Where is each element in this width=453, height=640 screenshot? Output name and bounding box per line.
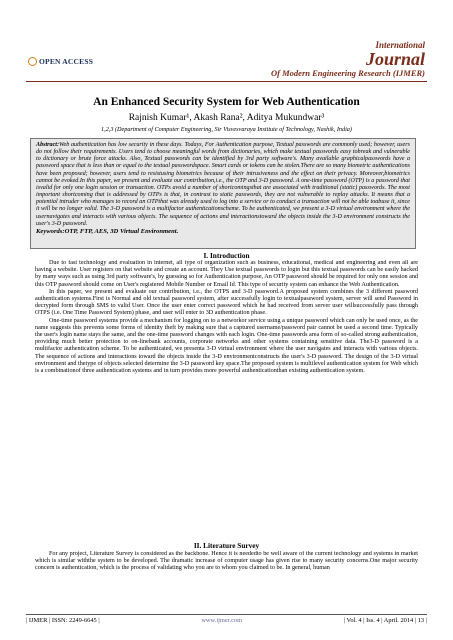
paper-authors: Rajnish Kumar¹, Akash Rana², Aditya Mukundwar³: [128, 113, 325, 123]
header-divider: [26, 81, 427, 82]
journal-name-line3: Of Modern Engineering Research (IJMER): [271, 68, 425, 78]
keywords-label: Keywords:: [36, 227, 65, 235]
intro-paragraph-2: In this paper, we present and evaluate our contribution, i.e., the OTPS and 3-D password.A proposed system combines the 3 different password authentication systems.First is Normal and old textual password system, after successfully login to textualpassword system, server will send Password in decrypted form through SMS to valid User. Once the user enter correct password which he had received from server user willsuccessfully pass through OTPS (i.e. One Time Password System) phase, and user will enter to 3D authentication phase.: [35, 288, 418, 317]
keywords-text: OTP, FTP, AES, 3D Virtual Environment.: [64, 227, 179, 235]
section-heading-literature-survey: II. Literature Survey: [193, 541, 260, 550]
lit-paragraph-1: For any project, Literature Survey is considered as the backbone. Hence it is neededto be well aware of the current technology and systems in market which is similar withthe system to be developed. The dramatic increase of computer usage has given rise to many security concerns.One major security concern is authentication, which is the process of validating who you are to whom you claimed to be. In general, human: [35, 551, 418, 572]
open-access-badge: [26, 57, 93, 66]
journal-name-line1: International: [375, 40, 425, 50]
abstract-box: [30, 138, 416, 249]
abstract-label: Abstract:: [36, 142, 60, 148]
literature-survey-body: [35, 551, 418, 609]
footer-issn: | IJMER | ISSN: 2249-6645 |: [26, 617, 100, 624]
journal-name-line2: Journal: [365, 49, 425, 69]
keywords-paragraph: [36, 228, 410, 236]
paper-title: An Enhanced Security System for Web Authentication: [93, 96, 360, 108]
page-footer: [26, 617, 427, 624]
introduction-body: [35, 260, 418, 540]
paper-affiliation: 1,2,3 (Department of Computer Engineering, Sir Visvesvaraya Institute of Technology, Nashik, India): [101, 126, 352, 133]
section-heading-introduction: I. Introduction: [203, 251, 250, 260]
footer-url-link[interactable]: www.ijmer.com: [201, 617, 243, 624]
intro-paragraph-3: One-time password systems provide a mechanism for logging on to a networkor service using a unique password which can only be used once, as the name suggests this prevents some forms of identity theft by making sure that a captured username/password pair cannot be used a second time. Typically the user's login name stays the same, and the one-time password changes with each login. One-time passwords area form of so-called strong authentication, providing much better protection to on-linebank accounts, corporate networks and other systems containing sensitive data. The3-D password is a multifactor authentication scheme. To be authenticated, we presenta 3-D virtual environment where the user navigates and interacts with various objects. The sequence of actions and interactions toward the objects inside the 3-D environmentconstructs the user's 3-D password. The design of the 3-D virtual environment and thetype of objects selected determine the 3-D password key space.The proposed system is multilevel authentication system for Web which is a combinationof three authentication systems and in turn provides more powerful authenticationthan existing authentication system.: [35, 317, 418, 375]
abstract-text: Web authentication has low security in these days. Todays, For Authentication purpose, Textual passwords are commonly used; however, users do not follow their requirements. Users tend to choose meaningful words from dictionaries, which make textual passwords easy tobreak and vulnerable to dictionary or brute force attacks. Also, Textual passwords can be identified by 3rd party software's. Many available graphicalpasswords have a password space that is less than or equal to the textual passwordspace. Smart cards or tokens can be stolen.There are so many biometric authentications have been proposed; however, users tend to resistusing biometrics because of their intrusiveness and the effect on their privacy. Moreover,biometrics cannot be evoked.In this paper, we present and evaluate our contribution,i.e., the OTP and 3-D password. A one-time password (OTP) is a password that isvalid for only one login session or transaction. OTPs avoid a number of shortcomingsthat are associated with traditional (static) passwords. The most important shortcoming that is addressed by OTPs is that, in contrast to static passwords, they are not vulnerable to replay attacks. It means that a potential intruder who manages to record an OTPthat was already used to log into a service or to conduct a transaction will not be able toabuse it, since it will be no longer valid. The 3-D password is a multifactor authenticationscheme. To be authenticated, we present a 3-D virtual environment where the usernavigates and interacts with various objects. The sequence of actions and interactionstoward the objects inside the 3-D environment constructs the user's 3-D password.: [36, 142, 410, 227]
footer-divider: [26, 614, 427, 615]
open-access-label: OPEN ACCESS: [39, 57, 94, 66]
abstract-paragraph: [36, 142, 410, 228]
open-access-lock-icon: [28, 57, 37, 66]
footer-volume: | Vol. 4 | Iss. 4 | April. 2014 | 13 |: [343, 617, 427, 624]
intro-paragraph-1: Due to fast technology and evaluation in internet, all type of organization such as business, educational, medical and engineering and even all are having a website. User registers on that website and create an account. They Use textual passwords to login but this textual passwords can be easily hacked by many ways such as using 3rd party software's, by guessing so for Authentication purpose, An OTP password should be required for only one session and this OTP password should come on User's registered Mobile Number or Email Id. This type of security system can enhance the Web Authentication.: [35, 260, 418, 288]
